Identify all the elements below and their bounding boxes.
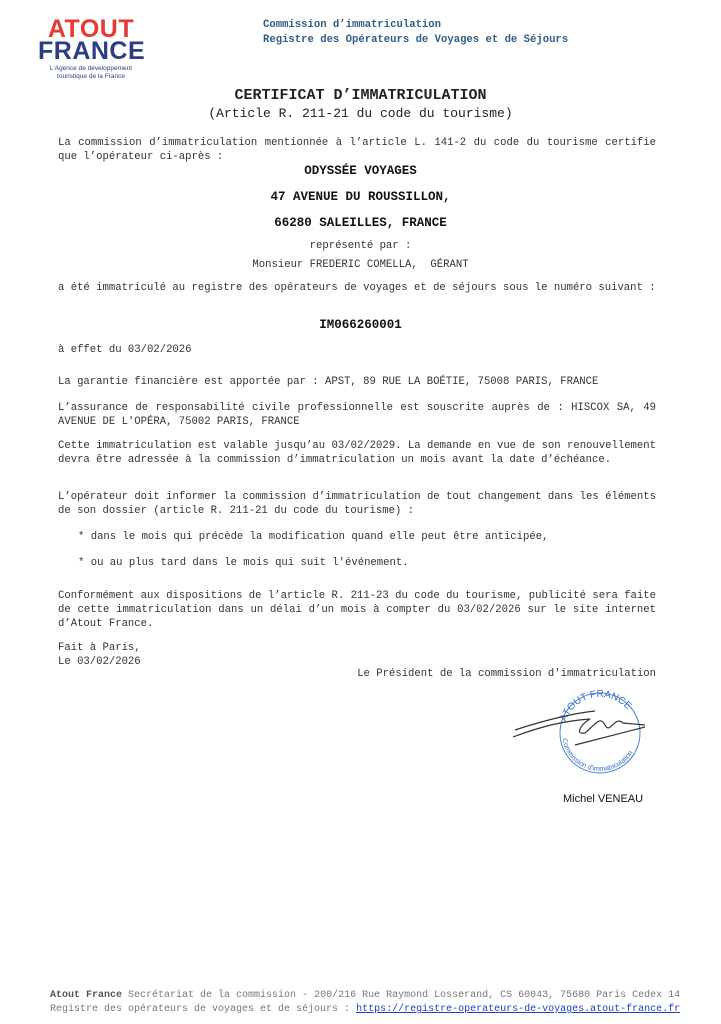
certificate-subtitle: (Article R. 211-21 du code du tourisme) [208,106,513,121]
logo-line1: ATOUT [47,15,135,43]
logo-line2: FRANCE [38,37,146,65]
certificate-title: CERTIFICAT D’IMMATRICULATION [234,87,487,104]
intro-paragraph: La commission d’immatriculation mentionnée à l’article L. 141-2 du code du tourisme certifie que l’opérateur ci-après : [58,137,656,163]
place: Fait à Paris, [58,642,141,654]
operator-address-2: 66280 SALEILLES, FRANCE [274,216,447,230]
operator-address-1: 47 AVENUE DU ROUSSILLON, [270,190,451,204]
bullet-after: * ou au plus tard dans le mois qui suit l'événement. [78,557,409,569]
effective-date: à effet du 03/02/2026 [58,344,192,356]
representative: Monsieur FREDERIC COMELLA, GÉRANT [252,259,469,271]
president-title: Le Président de la commission d'immatriculation [357,668,656,680]
footer-org: Atout France [50,990,123,1001]
svg-text:Commission d'immatriculation [560,738,634,773]
footer-address: Secrétariat de la commission - 200/216 Rue Raymond Losserand, CS 60043, 75680 Paris Cedex 14 [128,990,681,1001]
operator-name: ODYSSÉE VOYAGES [304,164,417,178]
registry-link[interactable]: https://registre-operateurs-de-voyages.atout-france.fr [356,1004,681,1015]
stamp-bottom-text: Commission d'immatriculation [560,737,635,774]
logo-tagline: L'Agence de développement touristique de la France [49,65,133,80]
stamp-top-text: ATOUT FRANCE [558,688,634,723]
financial-guarantee: La garantie financière est apportée par : APST, 89 RUE LA BOÉTIE, 75008 PARIS, FRANCE [58,376,599,388]
publicity-paragraph: Conformément aux dispositions de l’article R. 211-23 du code du tourisme, publicité sera faite de cette immatriculation dans un délai d’un mois à compter du 03/02/2026 sur le site internet d’Atout France. [58,590,656,630]
header-commission: Commission d’immatriculation [263,19,442,31]
registered-paragraph: a été immatriculé au registre des opérateurs de voyages et de séjours sous le numéro suivant : [58,282,656,294]
document-header [263,18,568,48]
bullet-before: * dans le mois qui précède la modification quand elle peut être anticipée, [78,531,549,543]
represented-label: représenté par : [309,240,412,252]
insurance-paragraph: L’assurance de responsabilité civile professionnelle est souscrite auprès de : HISCOX SA, 49 AVENUE DE L'OPÉRA, 75002 PARIS, FRANCE [58,402,656,428]
footer [50,989,680,1017]
registration-number: IM066260001 [319,318,402,332]
date: Le 03/02/2026 [58,656,141,668]
svg-text:ATOUT FRANCE [558,689,633,723]
atout-france-logo [38,15,146,81]
signatory-name: Michel VENEAU [563,793,644,805]
validity-paragraph: Cette immatriculation est valable jusqu’au 03/02/2029. La demande en vue de son renouvellement devra être adressée à la commission d’immatriculation un mois avant la date d’échéance. [58,440,656,466]
signature-stamp-icon [505,685,655,780]
obligation-paragraph: L’opérateur doit informer la commission d’immatriculation de tout changement dans les éléments de son dossier (article R. 211-21 du code du tourisme) : [58,491,656,517]
header-registry: Registre des Opérateurs de Voyages et de Séjours [263,34,569,46]
footer-registry-label: Registre des opérateurs de voyages et de séjours : [50,1004,351,1015]
